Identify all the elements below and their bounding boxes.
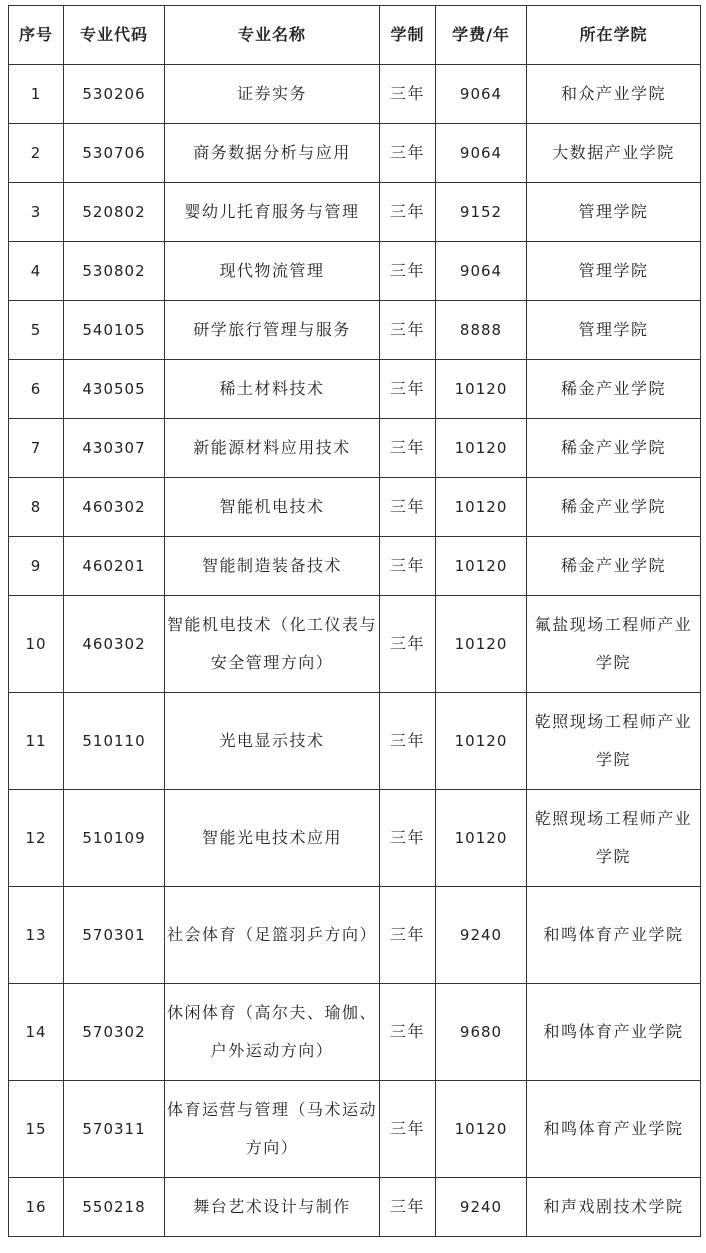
cell-college: 和众产业学院 xyxy=(527,65,701,124)
cell-duration: 三年 xyxy=(380,984,436,1081)
cell-major-name: 商务数据分析与应用 xyxy=(165,124,380,183)
cell-code: 460302 xyxy=(64,596,165,693)
cell-major-name: 新能源材料应用技术 xyxy=(165,419,380,478)
cell-duration: 三年 xyxy=(380,693,436,790)
cell-major-name: 光电显示技术 xyxy=(165,693,380,790)
header-college: 所在学院 xyxy=(527,6,701,65)
cell-duration: 三年 xyxy=(380,360,436,419)
cell-serial: 12 xyxy=(9,790,64,887)
table-row xyxy=(9,1081,701,1178)
cell-major-name: 智能制造装备技术 xyxy=(165,537,380,596)
cell-tuition: 10120 xyxy=(436,596,527,693)
table-row xyxy=(9,596,701,693)
table-row xyxy=(9,65,701,124)
cell-college: 稀金产业学院 xyxy=(527,419,701,478)
cell-college: 管理学院 xyxy=(527,242,701,301)
cell-serial: 1 xyxy=(9,65,64,124)
cell-major-name: 智能机电技术 xyxy=(165,478,380,537)
cell-code: 530802 xyxy=(64,242,165,301)
cell-serial: 13 xyxy=(9,887,64,984)
cell-serial: 7 xyxy=(9,419,64,478)
table-row xyxy=(9,537,701,596)
cell-tuition: 9152 xyxy=(436,183,527,242)
cell-college: 和声戏剧技术学院 xyxy=(527,1178,701,1237)
cell-serial: 4 xyxy=(9,242,64,301)
cell-tuition: 9064 xyxy=(436,65,527,124)
table-row xyxy=(9,984,701,1081)
cell-code: 460302 xyxy=(64,478,165,537)
cell-code: 550218 xyxy=(64,1178,165,1237)
cell-college: 管理学院 xyxy=(527,183,701,242)
table-row xyxy=(9,693,701,790)
cell-major-name: 证券实务 xyxy=(165,65,380,124)
cell-code: 570302 xyxy=(64,984,165,1081)
cell-college: 大数据产业学院 xyxy=(527,124,701,183)
cell-duration: 三年 xyxy=(380,65,436,124)
cell-code: 570301 xyxy=(64,887,165,984)
cell-tuition: 10120 xyxy=(436,419,527,478)
cell-code: 540105 xyxy=(64,301,165,360)
cell-serial: 9 xyxy=(9,537,64,596)
cell-college: 稀金产业学院 xyxy=(527,537,701,596)
cell-code: 510109 xyxy=(64,790,165,887)
cell-duration: 三年 xyxy=(380,242,436,301)
cell-tuition: 10120 xyxy=(436,693,527,790)
cell-major-name: 智能光电技术应用 xyxy=(165,790,380,887)
cell-serial: 15 xyxy=(9,1081,64,1178)
header-row xyxy=(9,6,701,65)
cell-major-name: 体育运营与管理（马术运动方向） xyxy=(165,1081,380,1178)
cell-major-name: 休闲体育（高尔夫、瑜伽、户外运动方向） xyxy=(165,984,380,1081)
cell-code: 430505 xyxy=(64,360,165,419)
cell-major-name: 研学旅行管理与服务 xyxy=(165,301,380,360)
header-code: 专业代码 xyxy=(64,6,165,65)
cell-duration: 三年 xyxy=(380,183,436,242)
cell-duration: 三年 xyxy=(380,1081,436,1178)
cell-tuition: 10120 xyxy=(436,1081,527,1178)
cell-major-name: 舞台艺术设计与制作 xyxy=(165,1178,380,1237)
table-row xyxy=(9,360,701,419)
cell-duration: 三年 xyxy=(380,537,436,596)
cell-tuition: 10120 xyxy=(436,360,527,419)
cell-serial: 6 xyxy=(9,360,64,419)
cell-major-name: 现代物流管理 xyxy=(165,242,380,301)
cell-tuition: 9064 xyxy=(436,242,527,301)
table-row xyxy=(9,1178,701,1237)
table-row xyxy=(9,478,701,537)
cell-serial: 8 xyxy=(9,478,64,537)
cell-college: 和鸣体育产业学院 xyxy=(527,984,701,1081)
cell-code: 460201 xyxy=(64,537,165,596)
cell-college: 和鸣体育产业学院 xyxy=(527,887,701,984)
cell-code: 570311 xyxy=(64,1081,165,1178)
cell-tuition: 9680 xyxy=(436,984,527,1081)
cell-code: 430307 xyxy=(64,419,165,478)
cell-serial: 10 xyxy=(9,596,64,693)
table-row xyxy=(9,887,701,984)
cell-duration: 三年 xyxy=(380,124,436,183)
cell-duration: 三年 xyxy=(380,596,436,693)
header-serial: 序号 xyxy=(9,6,64,65)
cell-code: 530706 xyxy=(64,124,165,183)
table-row xyxy=(9,183,701,242)
cell-tuition: 10120 xyxy=(436,537,527,596)
cell-serial: 2 xyxy=(9,124,64,183)
cell-code: 510110 xyxy=(64,693,165,790)
cell-duration: 三年 xyxy=(380,478,436,537)
cell-tuition: 8888 xyxy=(436,301,527,360)
cell-major-name: 稀土材料技术 xyxy=(165,360,380,419)
cell-code: 530206 xyxy=(64,65,165,124)
cell-college: 稀金产业学院 xyxy=(527,478,701,537)
cell-serial: 3 xyxy=(9,183,64,242)
cell-college: 乾照现场工程师产业学院 xyxy=(527,693,701,790)
cell-major-name: 婴幼儿托育服务与管理 xyxy=(165,183,380,242)
cell-serial: 14 xyxy=(9,984,64,1081)
cell-college: 管理学院 xyxy=(527,301,701,360)
cell-college: 和鸣体育产业学院 xyxy=(527,1081,701,1178)
cell-duration: 三年 xyxy=(380,301,436,360)
cell-tuition: 9064 xyxy=(436,124,527,183)
majors-table xyxy=(8,5,701,1237)
table-row xyxy=(9,301,701,360)
cell-tuition: 9240 xyxy=(436,887,527,984)
cell-duration: 三年 xyxy=(380,1178,436,1237)
cell-college: 乾照现场工程师产业学院 xyxy=(527,790,701,887)
cell-duration: 三年 xyxy=(380,790,436,887)
cell-major-name: 智能机电技术（化工仪表与安全管理方向） xyxy=(165,596,380,693)
cell-duration: 三年 xyxy=(380,419,436,478)
header-major-name: 专业名称 xyxy=(165,6,380,65)
table-row xyxy=(9,419,701,478)
table-row xyxy=(9,790,701,887)
cell-serial: 16 xyxy=(9,1178,64,1237)
cell-tuition: 9240 xyxy=(436,1178,527,1237)
cell-tuition: 10120 xyxy=(436,478,527,537)
cell-tuition: 10120 xyxy=(436,790,527,887)
cell-serial: 11 xyxy=(9,693,64,790)
cell-duration: 三年 xyxy=(380,887,436,984)
header-duration: 学制 xyxy=(380,6,436,65)
cell-serial: 5 xyxy=(9,301,64,360)
cell-college: 稀金产业学院 xyxy=(527,360,701,419)
cell-major-name: 社会体育（足篮羽乒方向） xyxy=(165,887,380,984)
cell-college: 氟盐现场工程师产业学院 xyxy=(527,596,701,693)
cell-code: 520802 xyxy=(64,183,165,242)
table-row xyxy=(9,124,701,183)
header-tuition: 学费/年 xyxy=(436,6,527,65)
table-row xyxy=(9,242,701,301)
